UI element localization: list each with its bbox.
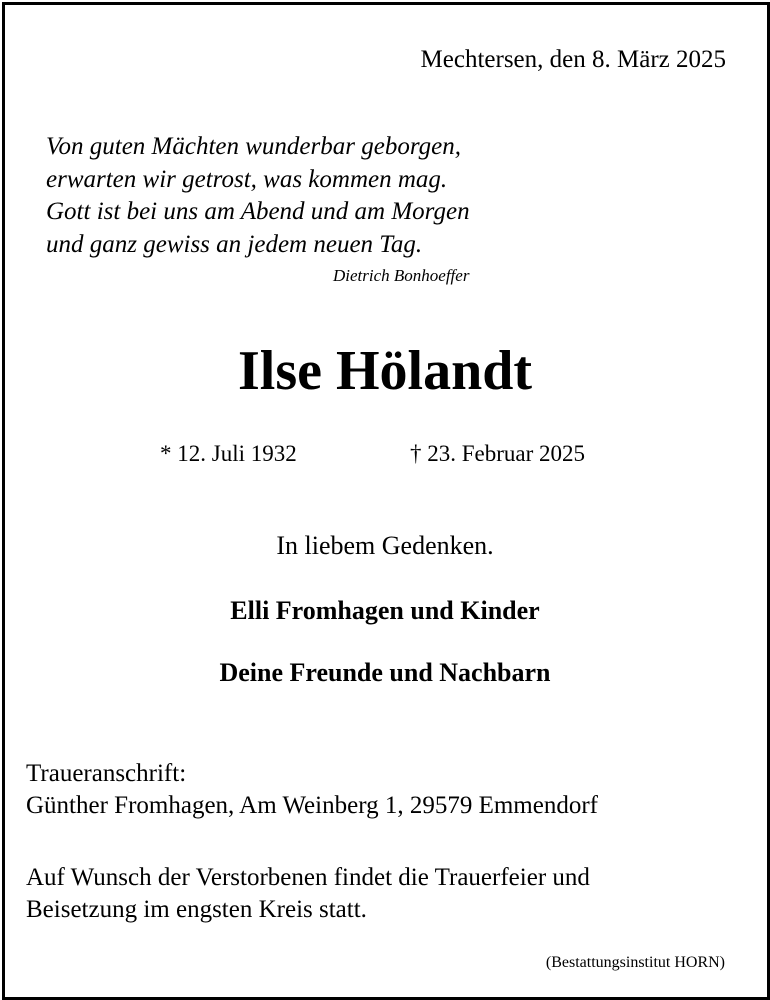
poem-line: Gott ist bei uns am Abend und am Morgen	[46, 198, 470, 225]
poem-line: Von guten Mächten wunderbar geborgen,	[46, 133, 461, 160]
notice-line: Beisetzung im engsten Kreis statt.	[26, 896, 367, 923]
notice-line: Auf Wunsch der Verstorbenen findet die Trauerfeier und	[26, 864, 590, 891]
death-date: † 23. Februar 2025	[410, 441, 586, 466]
ceremony-notice	[26, 862, 590, 926]
mourner-line: Elli Fromhagen und Kinder	[230, 596, 540, 625]
place-date: Mechtersen, den 8. März 2025	[420, 46, 726, 73]
address-label: Traueranschrift:	[26, 760, 187, 787]
poem-author: Dietrich Bonhoeffer	[333, 266, 470, 285]
undertaker-credit: (Bestattungsinstitut HORN)	[545, 954, 725, 971]
poem	[46, 131, 470, 261]
birth-date: * 12. Juli 1932	[160, 441, 297, 466]
mourner-line: Deine Freunde und Nachbarn	[219, 658, 551, 687]
poem-line: erwarten wir getrost, was kommen mag.	[46, 165, 448, 193]
address-value: Günther Fromhagen, Am Weinberg 1, 29579 Emmendorf	[26, 792, 598, 819]
memorial-text: In liebem Gedenken.	[276, 531, 494, 560]
deceased-name: Ilse Hölandt	[237, 340, 533, 402]
poem-line: und ganz gewiss an jedem neuen Tag.	[46, 230, 423, 258]
